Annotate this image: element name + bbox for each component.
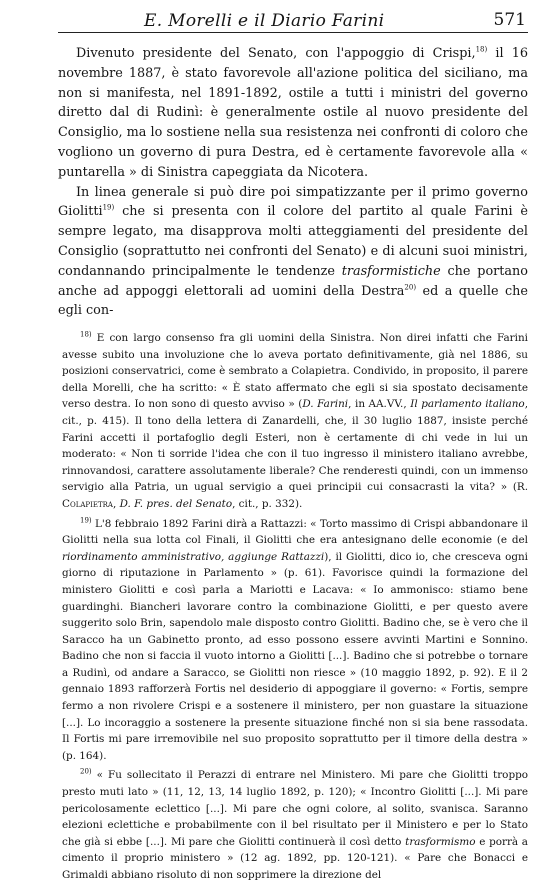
body-paragraph: In linea generale si può dire poi simpatizzante per il primo governo Giolitti$^{19)}$ che si presenta con il colore del partito al quale Farini è sempre legato, ma disapprova molti atteggiamenti del presidente del Consiglio (soprattutto nei confronti del Senato) e di alcuni suoi ministri, condannando principalmente le tendenze trasformistiche che portano anche ad appoggi elettorali ad uomini della Destra$^{20)}$ ed a quelle che egli con- bbox=[58, 184, 528, 319]
footnote-19: $^{19)}$ L'8 febbraio 1892 Farini dirà a Rattazzi: « Torto massimo di Crispi abbandonare il Giolitti nella sua lotta col Finali, il Giolitti che era antesignano delle economie (e del riordinamento amministrativo, aggiunge Rattazzi), il Giolitti, dico io, che cresceva ogni giorno di riputazione in Parlamento » (p. 61). Favorisce quindi la formazione del ministero Giolitti e così parla a Mariotti e Lacava: « Io ammonisco: stiamo bene guardinghi. Biancheri lavorare contro la combinazione Giolitti, e per questo avere suggerito solo Brin, sapendolo male disposto contro Giolitti. Badino che, se è vero che il Saracco ha un Gabinetto pronto, ad esso possono essere avvinti Martini e Sonnino. Badino che non si faccia il vuoto intorno a Giolitti [...]. Badino che si potrebbe o tornare a Rudinì, od andare a Saracco, se Giolitti non riesce » (10 maggio 1892, p. 92). E il 2 gennaio 1893 rafforzerà Fortis nel desiderio di appoggiare il governo: « Fortis, sempre fermo a non rivolere Crispi e a sostenere il ministero, per non guastare la situazione [...]. Lo incoraggio a sostenere la presente situazione finché non si sia bene rassodata. Il Fortis mi pare irremovibile nel suo proposito soprattutto per il timore della destra » (p. 164). bbox=[62, 516, 528, 762]
footnote-number: 19) bbox=[80, 516, 92, 525]
main-text bbox=[58, 44, 528, 321]
page-number: 571 bbox=[493, 10, 526, 30]
running-title: E. Morelli e il Diario Farini bbox=[144, 11, 385, 31]
footnotes bbox=[62, 330, 528, 887]
footnote-18: $^{18)}$ E con largo consenso fra gli uomini della Sinistra. Non direi infatti che Farini avesse subito una involuzione che lo aveva portato definitivamente, già nel 1886, su posizioni conservatrici, come è sembrato a Colapietra. Condivido, in proposito, il parere della Morelli, che ha scritto: « È stato affermato che egli si sia spostato decisamente verso destra. Io non sono di questo avviso » (D. Farini, in AA.VV., Il parlamento italiano, cit., p. 415). Il tono della lettera di Zanardelli, che, il 30 luglio 1887, insiste perché Farini accetti il portafoglio degli Esteri, non è certamente di chi vede in lui un moderato: « Non ti sorride l'idea che con il tuo ingresso il ministero italiano avrebbe, rinnovandosi, carattere assolutamente liberale? Che renderesti quindi, con un immenso servigio alla Patria, un ugual servigio a quei principii cui consacrasti la vita? » (R. Colapietra, D. F. pres. del Senato, cit., p. 332). bbox=[62, 330, 528, 510]
footnote-number: 20) bbox=[80, 767, 92, 776]
footnote-ref-19[interactable]: 19) bbox=[102, 204, 115, 213]
footnote-ref-18[interactable]: 18) bbox=[475, 45, 488, 54]
footnote-ref-20[interactable]: 20) bbox=[404, 283, 417, 292]
running-header bbox=[58, 6, 528, 33]
footnote-20: $^{20)}$ « Fu sollecitato il Perazzi di entrare nel Ministero. Mi pare che Giolitti troppo presto muti lato » (11, 12, 13, 14 luglio 1892, p. 120); « Incontro Giolitti [...]. Mi pare pericolosamente eclettico [...]. Mi pare che ogni colore, al solito, svanisca. Saranno elezioni eclettiche e probabilmente con il bel risultato per il Ministero e per lo Stato che già si ebbe [...]. Mi pare che Giolitti continuerà il così detto trasformismo e porrà a cimento il proprio ministero » (12 ag. 1892, pp. 120-121). « Pare che Bonacci e Grimaldi abbiano risoluto di non sopprimere la direzione del bbox=[62, 767, 529, 881]
body-paragraph: Divenuto presidente del Senato, con l'appoggio di Crispi,$^{18)}$ il 16 novembre 1887, è stato favorevole all'azione politica del siciliano, ma non si manifesta, nel 1891-1892, ostile a tutti i ministri del governo diretto dal di Rudinì: è generalmente ostile al nuovo presidente del Consiglio, ma lo sostiene nella sua resistenza nei confronti di coloro che vogliono un governo di pura Destra, ed è certamente favorevole alla « puntarella » di Sinistra capeggiata da Nicotera. bbox=[58, 45, 528, 180]
footnote-number: 18) bbox=[80, 330, 92, 339]
